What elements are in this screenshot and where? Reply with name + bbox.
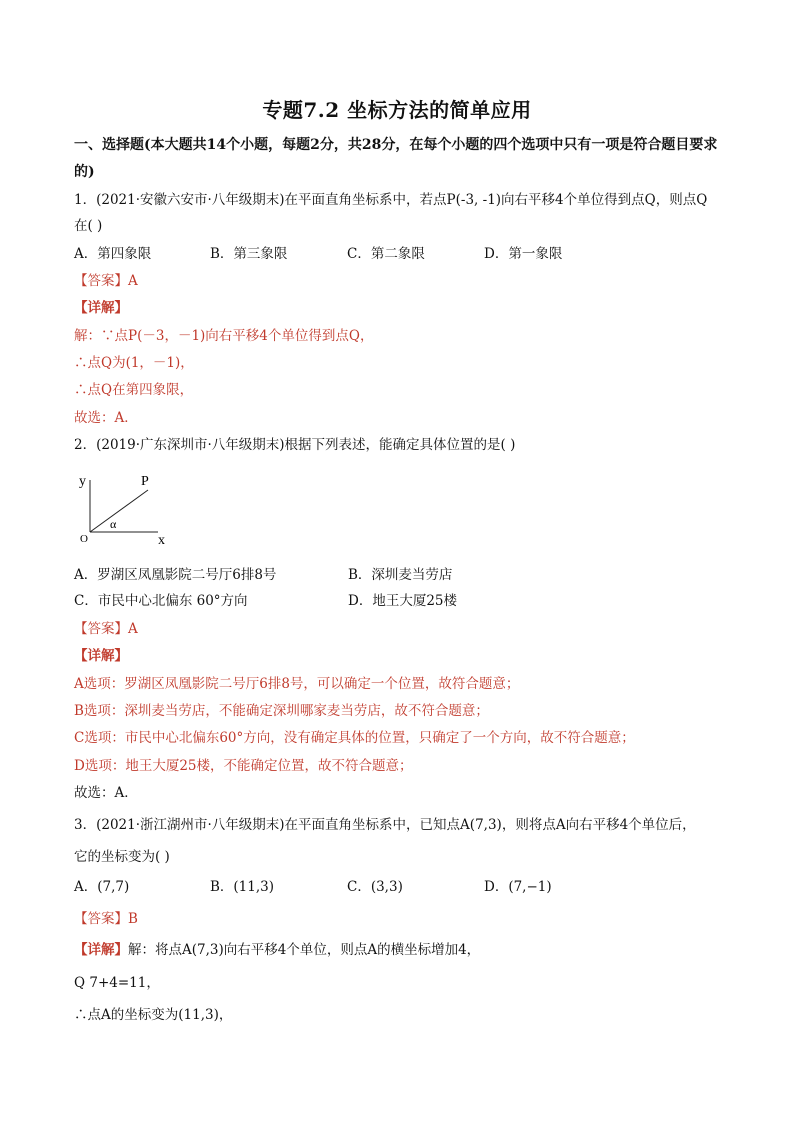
- q2-option-c: C．市民中心北偏东 60°方向: [74, 593, 248, 609]
- q2-coordinate-figure: [72, 466, 182, 551]
- fig-x-label: x: [158, 533, 165, 548]
- q3-option-b: B．(11,3): [210, 879, 275, 895]
- q1-option-b: B．第三象限: [210, 246, 288, 262]
- q1-detail-label: 【详解】: [74, 300, 128, 316]
- page-title: 专题7.2 坐标方法的简单应用: [262, 98, 532, 122]
- q2-detail-line2: B选项：深圳麦当劳店，不能确定深圳哪家麦当劳店，故不符合题意；: [74, 703, 489, 719]
- q1-detail-line4: 故选：A．: [74, 410, 138, 426]
- q3-detail-line2: Q 7+4=11，: [74, 975, 160, 991]
- fig-y-label: y: [79, 474, 86, 489]
- q1-stem-line1: 1．(2021·安徽六安市·八年级期末)在平面直角坐标系中，若点P(-3, -1)向右平移4个单位得到点Q，则点Q: [74, 192, 708, 208]
- q1-detail-line3: ∴点Q在第四象限，: [74, 382, 194, 398]
- q3-option-c: C．(3,3): [347, 879, 403, 895]
- q1-answer: 【答案】A: [74, 273, 138, 289]
- q3-detail-line1: [74, 941, 480, 959]
- section-heading-line1: 一、选择题(本大题共14个小题，每题2分，共28分，在每个小题的四个选项中只有一项是符合题目要求: [74, 137, 718, 153]
- q3-detail-line3: ∴点A的坐标变为(11,3)，: [74, 1007, 233, 1023]
- q1-detail-line1: 解：∵点P(－3，－1)向右平移4个单位得到点Q，: [74, 328, 374, 344]
- fig-origin-label: O: [80, 533, 88, 545]
- q1-stem-line2: 在( ): [74, 218, 103, 234]
- q2-option-a: A．罗湖区凤凰影院二号厅6排8号: [74, 567, 277, 583]
- q2-detail-label: 【详解】: [74, 648, 128, 664]
- q3-option-a: A．(7,7): [74, 879, 130, 895]
- q2-detail-line4: D选项：地王大厦25楼，不能确定位置，故不符合题意；: [74, 758, 413, 774]
- q1-option-d: D．第一象限: [484, 246, 563, 262]
- q2-detail-line5: 故选：A．: [74, 785, 138, 801]
- q1-detail-line2: ∴点Q为(1，－1)，: [74, 355, 194, 371]
- q2-answer: 【答案】A: [74, 621, 138, 637]
- q2-option-d: D．地王大厦25楼: [348, 593, 458, 609]
- ray-op: [90, 490, 148, 532]
- q3-detail-label: 【详解】: [74, 942, 128, 958]
- fig-p-label: P: [141, 474, 149, 489]
- q2-detail-line3: C选项：市民中心北偏东60°方向，没有确定具体的位置，只确定了一个方向，故不符合题意；: [74, 730, 635, 746]
- q2-stem: 2．(2019·广东深圳市·八年级期末)根据下列表述，能确定具体位置的是( ): [74, 437, 516, 453]
- q1-option-c: C．第二象限: [347, 246, 425, 262]
- q3-stem-line1: 3．(2021·浙江湖州市·八年级期末)在平面直角坐标系中，已知点A(7,3)，则将点A向右平移4个单位后，: [74, 817, 696, 833]
- q3-stem-line2: 它的坐标变为( ): [74, 849, 170, 865]
- q2-option-b: B．深圳麦当劳店: [348, 567, 453, 583]
- q3-detail-text1: 解：将点A(7,3)向右平移4个单位，则点A的横坐标增加4，: [128, 942, 481, 958]
- section-heading-line2: 的): [74, 164, 95, 180]
- fig-alpha-label: α: [110, 517, 117, 531]
- q2-detail-line1: A选项：罗湖区凤凰影院二号厅6排8号，可以确定一个位置，故符合题意；: [74, 676, 520, 692]
- q3-answer: 【答案】B: [74, 911, 138, 927]
- q3-option-d: D．(7,−1): [484, 879, 552, 895]
- q1-option-a: A．第四象限: [74, 246, 152, 262]
